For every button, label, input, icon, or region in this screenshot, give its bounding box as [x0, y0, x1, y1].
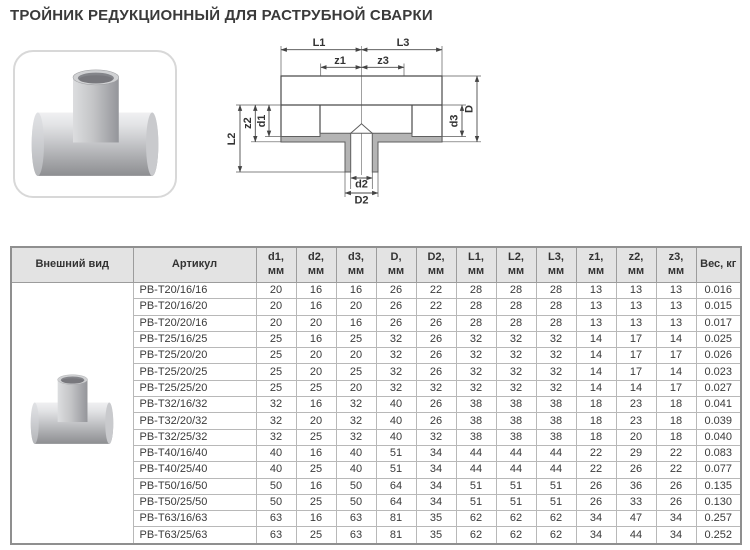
value-cell: 44	[496, 445, 536, 461]
value-cell: 20	[616, 429, 656, 445]
header-z3: z3, мм	[656, 247, 696, 283]
value-cell: 26	[416, 397, 456, 413]
tee-fitting-thumbnail	[23, 367, 121, 453]
value-cell: 0.023	[696, 364, 741, 380]
value-cell: 0.017	[696, 315, 741, 331]
value-cell: 0.026	[696, 348, 741, 364]
value-cell: 51	[376, 462, 416, 478]
value-cell: 20	[296, 413, 336, 429]
article-cell: PB-T32/16/32	[133, 397, 256, 413]
value-cell: 18	[656, 413, 696, 429]
value-cell: 28	[456, 315, 496, 331]
value-cell: 50	[336, 478, 376, 494]
value-cell: 25	[256, 380, 296, 396]
internal-stop-ridge	[351, 124, 373, 134]
value-cell: 0.257	[696, 511, 741, 527]
value-cell: 33	[616, 494, 656, 510]
value-cell: 32	[256, 413, 296, 429]
article-cell: PB-T50/16/50	[133, 478, 256, 494]
value-cell: 38	[496, 397, 536, 413]
value-cell: 38	[456, 397, 496, 413]
value-cell: 20	[296, 364, 336, 380]
value-cell: 13	[576, 315, 616, 331]
value-cell: 32	[256, 397, 296, 413]
value-cell: 25	[296, 380, 336, 396]
value-cell: 64	[376, 478, 416, 494]
header-weight: Вес, кг	[696, 247, 741, 283]
value-cell: 32	[496, 380, 536, 396]
value-cell: 32	[376, 348, 416, 364]
value-cell: 0.027	[696, 380, 741, 396]
value-cell: 32	[376, 364, 416, 380]
value-cell: 26	[616, 462, 656, 478]
value-cell: 64	[376, 494, 416, 510]
value-cell: 44	[456, 462, 496, 478]
value-cell: 16	[296, 331, 336, 347]
value-cell: 13	[656, 283, 696, 299]
value-cell: 62	[496, 527, 536, 544]
value-cell: 51	[456, 478, 496, 494]
value-cell: 51	[536, 478, 576, 494]
header-L2: L2, мм	[496, 247, 536, 283]
value-cell: 63	[336, 511, 376, 527]
value-cell: 26	[416, 348, 456, 364]
value-cell: 51	[496, 494, 536, 510]
value-cell: 0.040	[696, 429, 741, 445]
value-cell: 20	[336, 380, 376, 396]
value-cell: 34	[416, 462, 456, 478]
value-cell: 0.252	[696, 527, 741, 544]
value-cell: 62	[456, 527, 496, 544]
value-cell: 13	[616, 283, 656, 299]
value-cell: 14	[656, 331, 696, 347]
header-d2: d2, мм	[296, 247, 336, 283]
value-cell: 32	[536, 380, 576, 396]
value-cell: 18	[576, 397, 616, 413]
spec-table-head	[11, 247, 741, 283]
value-cell: 50	[256, 494, 296, 510]
value-cell: 32	[496, 331, 536, 347]
dim-label-D2: D2	[354, 194, 369, 207]
article-cell: PB-T25/20/20	[133, 348, 256, 364]
value-cell: 25	[296, 527, 336, 544]
value-cell: 38	[536, 429, 576, 445]
value-cell: 40	[256, 462, 296, 478]
value-cell: 44	[496, 462, 536, 478]
section-wall-left	[281, 133, 351, 172]
value-cell: 44	[456, 445, 496, 461]
value-cell: 28	[456, 299, 496, 315]
value-cell: 25	[296, 494, 336, 510]
article-cell: PB-T63/25/63	[133, 527, 256, 544]
value-cell: 22	[416, 283, 456, 299]
article-cell: PB-T40/25/40	[133, 462, 256, 478]
value-cell: 26	[416, 331, 456, 347]
value-cell: 13	[576, 299, 616, 315]
header-D2: D2, мм	[416, 247, 456, 283]
dim-label-L2: L2	[226, 132, 238, 146]
value-cell: 0.041	[696, 397, 741, 413]
value-cell: 35	[416, 511, 456, 527]
value-cell: 51	[376, 445, 416, 461]
value-cell: 44	[616, 527, 656, 544]
value-cell: 47	[616, 511, 656, 527]
value-cell: 14	[576, 380, 616, 396]
value-cell: 22	[656, 462, 696, 478]
value-cell: 0.083	[696, 445, 741, 461]
header-z1: z1, мм	[576, 247, 616, 283]
value-cell: 40	[376, 413, 416, 429]
value-cell: 28	[456, 283, 496, 299]
value-cell: 22	[576, 445, 616, 461]
article-cell: PB-T32/25/32	[133, 429, 256, 445]
value-cell: 51	[536, 494, 576, 510]
header-article: Артикул	[133, 247, 256, 283]
value-cell: 32	[336, 429, 376, 445]
value-cell: 18	[656, 429, 696, 445]
value-cell: 16	[336, 283, 376, 299]
value-cell: 36	[616, 478, 656, 494]
value-cell: 40	[336, 445, 376, 461]
value-cell: 40	[376, 397, 416, 413]
value-cell: 0.135	[696, 478, 741, 494]
value-cell: 18	[576, 429, 616, 445]
value-cell: 51	[456, 494, 496, 510]
extension-lines	[236, 46, 481, 197]
page-title: ТРОЙНИК РЕДУКЦИОННЫЙ ДЛЯ РАСТРУБНОЙ СВАРКИ	[10, 7, 433, 24]
dim-label-z1: z1	[334, 54, 346, 67]
section-wall-right	[372, 133, 442, 172]
value-cell: 23	[616, 397, 656, 413]
value-cell: 26	[416, 413, 456, 429]
value-cell: 20	[256, 283, 296, 299]
value-cell: 17	[656, 380, 696, 396]
value-cell: 14	[616, 380, 656, 396]
value-cell: 40	[376, 429, 416, 445]
value-cell: 25	[256, 348, 296, 364]
value-cell: 32	[456, 331, 496, 347]
value-cell: 62	[456, 511, 496, 527]
value-cell: 44	[536, 462, 576, 478]
value-cell: 13	[616, 315, 656, 331]
value-cell: 63	[256, 511, 296, 527]
value-cell: 34	[576, 527, 616, 544]
value-cell: 32	[456, 348, 496, 364]
value-cell: 17	[616, 348, 656, 364]
value-cell: 50	[336, 494, 376, 510]
value-cell: 44	[536, 445, 576, 461]
value-cell: 62	[536, 527, 576, 544]
value-cell: 17	[616, 331, 656, 347]
value-cell: 40	[256, 445, 296, 461]
tee-fitting-photo	[20, 58, 170, 190]
value-cell: 25	[336, 364, 376, 380]
value-cell: 26	[656, 494, 696, 510]
value-cell: 62	[496, 511, 536, 527]
value-cell: 16	[296, 299, 336, 315]
value-cell: 38	[496, 429, 536, 445]
value-cell: 34	[416, 478, 456, 494]
value-cell: 20	[296, 315, 336, 331]
header-d3: d3, мм	[336, 247, 376, 283]
value-cell: 0.016	[696, 283, 741, 299]
value-cell: 34	[656, 527, 696, 544]
value-cell: 14	[576, 348, 616, 364]
value-cell: 51	[496, 478, 536, 494]
value-cell: 0.025	[696, 331, 741, 347]
value-cell: 26	[376, 299, 416, 315]
value-cell: 32	[456, 364, 496, 380]
value-cell: 35	[416, 527, 456, 544]
value-cell: 81	[376, 511, 416, 527]
value-cell: 34	[416, 494, 456, 510]
value-cell: 25	[256, 331, 296, 347]
value-cell: 50	[256, 478, 296, 494]
value-cell: 32	[536, 348, 576, 364]
value-cell: 26	[376, 283, 416, 299]
dim-label-L3: L3	[396, 37, 410, 49]
value-cell: 20	[296, 348, 336, 364]
value-cell: 38	[456, 413, 496, 429]
value-cell: 28	[496, 283, 536, 299]
value-cell: 38	[496, 413, 536, 429]
value-cell: 26	[576, 478, 616, 494]
value-cell: 18	[656, 397, 696, 413]
article-cell: PB-T25/16/25	[133, 331, 256, 347]
value-cell: 16	[296, 283, 336, 299]
header-d1: d1, мм	[256, 247, 296, 283]
header-appearance: Внешний вид	[11, 247, 133, 283]
dim-label-z3: z3	[377, 54, 389, 67]
article-cell: PB-T20/20/16	[133, 315, 256, 331]
header-L3: L3, мм	[536, 247, 576, 283]
value-cell: 16	[296, 397, 336, 413]
spec-table	[10, 246, 742, 545]
value-cell: 25	[296, 429, 336, 445]
value-cell: 32	[416, 380, 456, 396]
value-cell: 32	[496, 348, 536, 364]
value-cell: 22	[656, 445, 696, 461]
dim-label-d1: d1	[256, 114, 268, 128]
value-cell: 32	[376, 380, 416, 396]
value-cell: 32	[536, 364, 576, 380]
value-cell: 38	[456, 429, 496, 445]
value-cell: 0.077	[696, 462, 741, 478]
value-cell: 14	[656, 364, 696, 380]
value-cell: 17	[616, 364, 656, 380]
value-cell: 38	[536, 413, 576, 429]
value-cell: 17	[656, 348, 696, 364]
value-cell: 14	[576, 364, 616, 380]
header-L1: L1, мм	[456, 247, 496, 283]
value-cell: 20	[336, 348, 376, 364]
value-cell: 28	[496, 299, 536, 315]
value-cell: 32	[496, 364, 536, 380]
value-cell: 18	[576, 413, 616, 429]
dim-label-d3: d3	[448, 114, 461, 128]
value-cell: 20	[256, 315, 296, 331]
value-cell: 26	[576, 494, 616, 510]
value-cell: 29	[616, 445, 656, 461]
value-cell: 28	[536, 299, 576, 315]
value-cell: 20	[256, 299, 296, 315]
value-cell: 25	[256, 364, 296, 380]
value-cell: 32	[336, 413, 376, 429]
value-cell: 16	[336, 315, 376, 331]
value-cell: 40	[336, 462, 376, 478]
value-cell: 34	[576, 511, 616, 527]
spec-table-body	[11, 283, 741, 544]
value-cell: 32	[456, 380, 496, 396]
technical-drawing	[224, 35, 506, 239]
value-cell: 28	[496, 315, 536, 331]
value-cell: 32	[416, 429, 456, 445]
header-row	[11, 247, 741, 283]
value-cell: 34	[656, 511, 696, 527]
value-cell: 28	[536, 315, 576, 331]
value-cell: 16	[296, 511, 336, 527]
dim-label-d2: d2	[355, 178, 368, 191]
appearance-image-cell	[11, 283, 133, 544]
value-cell: 23	[616, 413, 656, 429]
value-cell: 14	[576, 331, 616, 347]
table-row	[11, 283, 741, 299]
value-cell: 34	[416, 445, 456, 461]
dim-label-L1: L1	[312, 37, 326, 49]
value-cell: 13	[576, 283, 616, 299]
article-cell: PB-T50/25/50	[133, 494, 256, 510]
value-cell: 22	[416, 299, 456, 315]
value-cell: 62	[536, 511, 576, 527]
product-photo-frame	[13, 50, 177, 198]
article-cell: PB-T25/25/20	[133, 380, 256, 396]
value-cell: 63	[256, 527, 296, 544]
value-cell: 26	[656, 478, 696, 494]
value-cell: 13	[656, 299, 696, 315]
header-D: D, мм	[376, 247, 416, 283]
article-cell: PB-T63/16/63	[133, 511, 256, 527]
value-cell: 25	[336, 331, 376, 347]
value-cell: 13	[616, 299, 656, 315]
article-cell: PB-T25/20/25	[133, 364, 256, 380]
header-z2: z2, мм	[616, 247, 656, 283]
value-cell: 32	[536, 331, 576, 347]
article-cell: PB-T40/16/40	[133, 445, 256, 461]
value-cell: 20	[336, 299, 376, 315]
value-cell: 81	[376, 527, 416, 544]
value-cell: 16	[296, 445, 336, 461]
article-cell: PB-T20/16/16	[133, 283, 256, 299]
dim-label-z2: z2	[242, 117, 254, 129]
value-cell: 22	[576, 462, 616, 478]
value-cell: 16	[296, 478, 336, 494]
value-cell: 32	[336, 397, 376, 413]
value-cell: 26	[416, 315, 456, 331]
value-cell: 25	[296, 462, 336, 478]
value-cell: 38	[536, 397, 576, 413]
value-cell: 0.130	[696, 494, 741, 510]
value-cell: 26	[376, 315, 416, 331]
article-cell: PB-T20/16/20	[133, 299, 256, 315]
dim-label-D: D	[463, 105, 476, 113]
value-cell: 32	[256, 429, 296, 445]
value-cell: 0.015	[696, 299, 741, 315]
value-cell: 63	[336, 527, 376, 544]
value-cell: 0.039	[696, 413, 741, 429]
article-cell: PB-T32/20/32	[133, 413, 256, 429]
value-cell: 28	[536, 283, 576, 299]
value-cell: 26	[416, 364, 456, 380]
value-cell: 32	[376, 331, 416, 347]
value-cell: 13	[656, 315, 696, 331]
